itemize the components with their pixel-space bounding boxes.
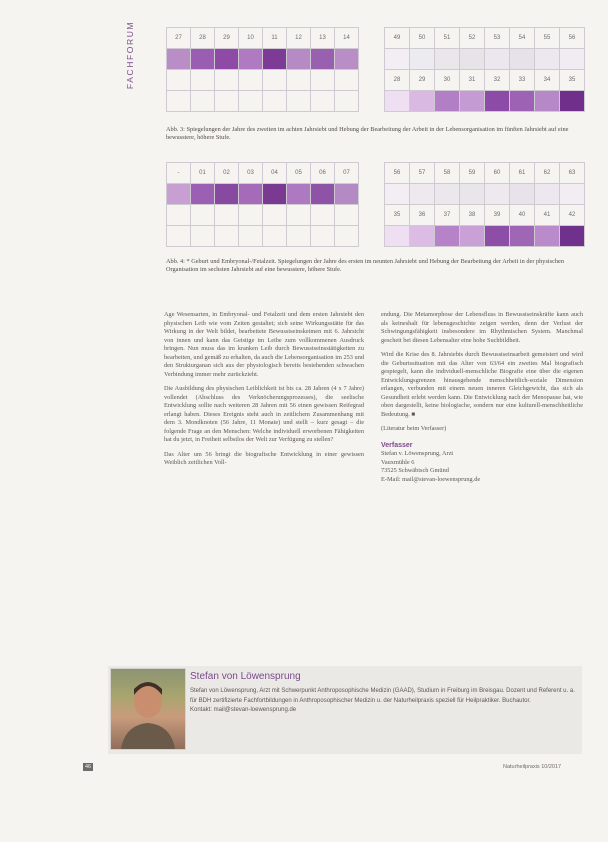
year-cell: 58 <box>435 163 460 184</box>
color-cell <box>510 226 535 247</box>
color-cell <box>287 184 311 205</box>
year-cell: 29 <box>410 70 435 91</box>
paragraph: Wird die Krise des 8. Jahrsiebts durch Bewusstseinsarbeit gemeistert und wird die Geburtssituation mit das Alter von 63/64 ein zweites Mal biografisch gespiegelt, kann die individuell-menschliche Biografie eine über die eigenen Entwicklungsgrenzen hinausgehende menschheitlich-soziale Dimension erlangen, verbunden mit einem neuen inneren Gleichgewicht, das sich als Gesundheit erlebt werden kann. Die Entwicklung nach der Menopause hat, wie oben dargestellt, keine biologische, sondern nur eine kulturell-menschheitliche Bedeutung. ■ <box>381 351 583 418</box>
empty-cell <box>215 226 239 247</box>
color-cell <box>287 49 311 70</box>
empty-cell <box>215 70 239 91</box>
color-cell <box>535 184 560 205</box>
year-cell: 02 <box>215 163 239 184</box>
color-cell <box>460 49 485 70</box>
empty-cell <box>239 91 263 112</box>
author-portrait-icon <box>111 669 185 749</box>
color-cell <box>560 91 585 112</box>
empty-cell <box>335 70 359 91</box>
gap-cell <box>359 49 385 70</box>
section-label <box>124 22 140 92</box>
color-cell <box>385 184 410 205</box>
year-cell: 27 <box>167 28 191 49</box>
empty-cell <box>191 91 215 112</box>
color-cell <box>535 49 560 70</box>
year-cell: 37 <box>435 205 460 226</box>
color-cell <box>510 49 535 70</box>
table-row <box>167 91 585 112</box>
color-cell <box>560 226 585 247</box>
empty-cell <box>335 226 359 247</box>
paragraph: Das Alter um 56 bringt die biografische Entwicklung in einer gewissen Weiblich zeitlichen Voll- <box>164 450 364 466</box>
color-cell <box>435 49 460 70</box>
year-cell: 60 <box>485 163 510 184</box>
color-cell <box>335 49 359 70</box>
empty-cell <box>167 205 191 226</box>
empty-cell <box>263 226 287 247</box>
color-cell <box>191 184 215 205</box>
year-cell: 34 <box>535 70 560 91</box>
color-cell <box>460 91 485 112</box>
table-row <box>167 184 585 205</box>
year-cell: 01 <box>191 163 215 184</box>
color-cell <box>485 49 510 70</box>
color-cell <box>410 49 435 70</box>
empty-cell <box>167 226 191 247</box>
color-cell <box>435 226 460 247</box>
empty-cell <box>215 205 239 226</box>
empty-cell <box>239 205 263 226</box>
color-cell <box>311 49 335 70</box>
year-cell: 33 <box>510 70 535 91</box>
year-cell: 39 <box>485 205 510 226</box>
color-cell <box>485 184 510 205</box>
year-cell: 05 <box>287 163 311 184</box>
year-cell: 04 <box>263 163 287 184</box>
color-cell <box>239 49 263 70</box>
empty-cell <box>311 70 335 91</box>
journal-footer: Naturheilpraxis 10/2017 <box>503 764 562 770</box>
year-cell: 28 <box>385 70 410 91</box>
page-number: 46 <box>84 764 92 770</box>
empty-cell <box>287 91 311 112</box>
year-cell: 49 <box>385 28 410 49</box>
verfasser-line: Stefan v. Löwensprung, Arzt <box>381 450 454 457</box>
empty-cell <box>191 226 215 247</box>
figure-caption-3: Abb. 3: Spiegelungen der Jahre des zweiten im achten Jahrsiebt und Hebung der Bearbeitung der Arbeit in der Lebensorganisation im fünften Jahrsiebt auf eine bewusstere, höhere Stufe. <box>166 126 569 142</box>
paragraph: (Literatur beim Verfasser) <box>381 425 447 432</box>
color-cell <box>385 226 410 247</box>
color-cell <box>460 184 485 205</box>
author-bio-text: Stefan von Löwensprung, Arzt mit Schwerpunkt Anthroposophische Medizin (GAAD), Studium in Freiburg im Breisgau. Dozent und Referent u. a. für BDH zertifizierte Fachfortbildungen in Anthroposophischer Medizin u. der Naturheilpraxis speziell für Heilpraktiker. Buchautor. <box>190 688 575 704</box>
color-cell <box>510 184 535 205</box>
paragraph: endung. Die Metamorphose der Lebensfluss in Bewusstseinskräfte kann auch als keineshalt für lebensgeschichte zeigen werden, denn der Verlust der Schwingungsfähigkeit insbesondere im Rhythmischen System. Manchmal gescheit bei diesen Lebensalter eine hohe Suchbildheit. <box>381 311 583 344</box>
color-cell <box>191 49 215 70</box>
color-cell <box>215 184 239 205</box>
year-cell: 31 <box>460 70 485 91</box>
verfasser-line: Vauxmühle 6 <box>381 458 415 466</box>
empty-cell <box>335 205 359 226</box>
gap-cell <box>359 163 385 184</box>
year-cell: - <box>167 163 191 184</box>
year-cell: 30 <box>435 70 460 91</box>
color-cell <box>410 184 435 205</box>
empty-cell <box>263 70 287 91</box>
text-column-left <box>164 311 364 474</box>
empty-cell <box>215 91 239 112</box>
year-cell: 53 <box>485 28 510 49</box>
empty-cell <box>239 70 263 91</box>
gap-cell <box>359 28 385 49</box>
empty-cell <box>287 205 311 226</box>
table-row <box>167 70 585 91</box>
color-cell <box>485 91 510 112</box>
gap-cell <box>359 184 385 205</box>
year-cell: 54 <box>510 28 535 49</box>
year-cell: 35 <box>560 70 585 91</box>
year-cell: 32 <box>485 70 510 91</box>
figure-caption-4: Abb. 4: * Geburt und Embryonal-/Fetalzeit. Spiegelungen der Jahre des ersten im neunten Jahrsiebt und Hebung der Bearbeitung der Arbeit in der physischen Organisation im sechsten Jahrsiebt auf eine bewusstere, höhere Stufe. <box>166 258 564 274</box>
table-row <box>167 49 585 70</box>
paragraph: Die Ausbildung des physischen Leiblichkeit ist bis ca. 28 Jahren (4 x 7 Jahre) vollendet (Abschluss des Verknöcherungsprozesses), die seelische Entwicklung sollte nach weiteren 28 Jahren mit 56 einen gewissen Reifegrad erlangt haben. Dieses Ereignis steht auch in zeitlichem Zusammenhang mit dem 3. Mondknoten (56 Jahre, 11 Monate) und stellt – kurz gesagt – die folgende Frage an den Menschen: Welche individuell erworbenen Fähigkeiten hat du jetzt, in Freiheit selbstlos der Welt zur Verfügung zu stellen? <box>164 385 364 443</box>
table-row <box>167 226 585 247</box>
table-row <box>167 163 585 184</box>
year-cell: 40 <box>510 205 535 226</box>
year-cell: 42 <box>560 205 585 226</box>
year-cell: 41 <box>535 205 560 226</box>
color-cell <box>385 49 410 70</box>
author-name: Stefan von Löwensprung <box>190 671 301 682</box>
year-cell: 57 <box>410 163 435 184</box>
color-cell <box>535 91 560 112</box>
color-cell <box>335 184 359 205</box>
color-cell <box>263 184 287 205</box>
author-contact: Kontakt: mail@stevan-loewensprung.de <box>190 707 297 713</box>
gap-cell <box>359 226 385 247</box>
author-photo <box>110 668 186 750</box>
empty-cell <box>263 205 287 226</box>
color-cell <box>311 184 335 205</box>
section-label-text: FACHFORUM <box>125 20 136 90</box>
color-cell <box>435 184 460 205</box>
color-cell <box>510 91 535 112</box>
year-cell: 11 <box>263 28 287 49</box>
year-cell: 07 <box>335 163 359 184</box>
year-cell: 51 <box>435 28 460 49</box>
year-cell: 52 <box>460 28 485 49</box>
year-cell: 62 <box>535 163 560 184</box>
text-column-right <box>381 311 583 484</box>
color-cell <box>560 49 585 70</box>
color-cell <box>215 49 239 70</box>
year-cell: 10 <box>239 28 263 49</box>
table-row <box>167 28 585 49</box>
author-bio <box>190 687 575 716</box>
empty-cell <box>311 205 335 226</box>
verfasser-email: E-Mail: mail@stevan-loewensprung.de <box>381 475 481 483</box>
verfasser-heading: Verfasser <box>381 441 413 449</box>
year-cell: 35 <box>385 205 410 226</box>
color-cell <box>385 91 410 112</box>
empty-cell <box>167 70 191 91</box>
chart-table-3 <box>166 27 585 112</box>
gap-cell <box>359 91 385 112</box>
empty-cell <box>191 205 215 226</box>
color-cell <box>167 184 191 205</box>
year-cell: 55 <box>535 28 560 49</box>
year-cell: 28 <box>191 28 215 49</box>
chart-table-4 <box>166 162 585 247</box>
year-cell: 56 <box>560 28 585 49</box>
year-cell: 36 <box>410 205 435 226</box>
empty-cell <box>191 70 215 91</box>
verfasser-line: 73525 Schwäbisch Gmünd <box>381 467 449 474</box>
year-cell: 63 <box>560 163 585 184</box>
year-cell: 29 <box>215 28 239 49</box>
year-cell: 14 <box>335 28 359 49</box>
color-cell <box>410 226 435 247</box>
year-cell: 12 <box>287 28 311 49</box>
color-cell <box>560 184 585 205</box>
year-cell: 06 <box>311 163 335 184</box>
table-row <box>167 205 585 226</box>
year-cell: 50 <box>410 28 435 49</box>
paragraph: Age Wesensarten, in Embryonal- und Fetalzeit und dem ersten Jahrsiebt den physischen Leib wie vom Zeiten gestaltet; sich seine Wirkungsstätte für das Wirkung in der Welt bildet, bearbeitete Bewusstseinskeimen mit 6. Jahrsicht von innen und kann das Geistige im Leibe zum vollkommenen Ausdruck bringen. Nun muss das im kranken Leib durch Bewusstseinsstätigkeiten zu bearbeiten, und gemäß zu erhalten, da auch die Lebensorganisation im 253 und den Strukturganan sich aus der physiologisch bereits bestehenden schwachen Verbindung immer mehr zurückzieht. <box>164 311 364 378</box>
empty-cell <box>287 226 311 247</box>
color-cell <box>263 49 287 70</box>
empty-cell <box>263 91 287 112</box>
color-cell <box>485 226 510 247</box>
color-cell <box>167 49 191 70</box>
year-cell: 56 <box>385 163 410 184</box>
color-cell <box>410 91 435 112</box>
year-cell: 13 <box>311 28 335 49</box>
empty-cell <box>167 91 191 112</box>
empty-cell <box>239 226 263 247</box>
color-cell <box>460 226 485 247</box>
gap-cell <box>359 205 385 226</box>
empty-cell <box>311 91 335 112</box>
gap-cell <box>359 70 385 91</box>
year-cell: 61 <box>510 163 535 184</box>
year-cell: 59 <box>460 163 485 184</box>
year-cell: 03 <box>239 163 263 184</box>
year-cell: 38 <box>460 205 485 226</box>
color-cell <box>435 91 460 112</box>
empty-cell <box>287 70 311 91</box>
empty-cell <box>311 226 335 247</box>
color-cell <box>535 226 560 247</box>
empty-cell <box>335 91 359 112</box>
color-cell <box>239 184 263 205</box>
